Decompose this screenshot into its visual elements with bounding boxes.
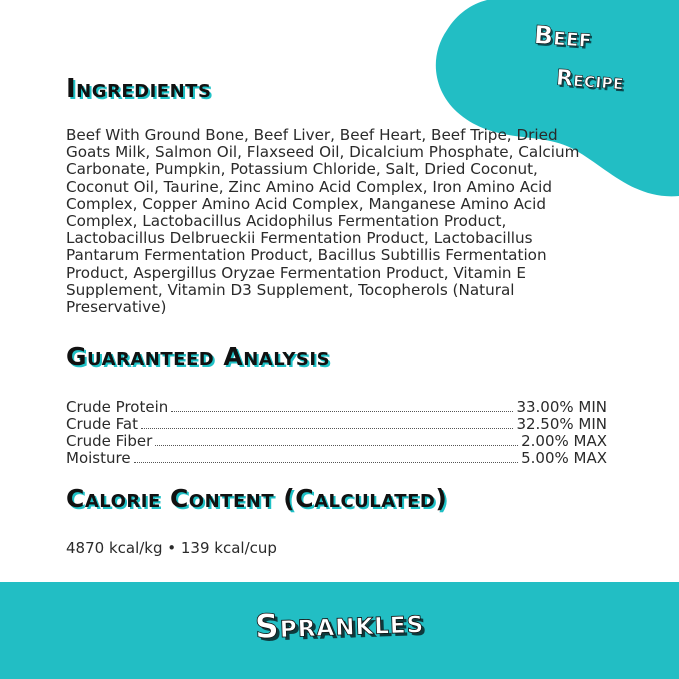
recipe-badge-line2: Recipe bbox=[555, 65, 625, 96]
analysis-table bbox=[66, 399, 607, 467]
dot-leader bbox=[141, 428, 513, 429]
recipe-badge-line1: Beef bbox=[533, 20, 593, 53]
analysis-label: Crude Fiber bbox=[66, 432, 153, 450]
brand-logo: Sprankles bbox=[254, 601, 425, 646]
analysis-value: 32.50% MIN bbox=[516, 415, 607, 433]
analysis-row-fiber bbox=[66, 433, 607, 450]
guaranteed-analysis-heading: Guaranteed Analysis bbox=[66, 342, 331, 371]
analysis-label: Crude Protein bbox=[66, 398, 169, 416]
dot-leader bbox=[134, 462, 519, 463]
analysis-row-fat bbox=[66, 416, 607, 433]
dot-leader bbox=[171, 411, 513, 412]
analysis-value: 2.00% MAX bbox=[521, 432, 607, 450]
dot-leader bbox=[155, 445, 518, 446]
ingredients-heading: Ingredients bbox=[66, 74, 212, 104]
analysis-label: Crude Fat bbox=[66, 415, 138, 433]
ingredients-list: Beef With Ground Bone, Beef Liver, Beef Heart, Beef Tripe, Dried Goats Milk, Salmon Oil, Flaxseed Oil, Dicalcium Phosphate, Calcium Carbonate, Pumpkin, Potassium Chloride, Salt, Dried Coconut, Coconut Oil, Taurine, Zinc Amino Acid Complex, Iron Amino Acid Complex, Copper Amino Acid Complex, Manganese Amino Acid Complex, Lactobacillus Acidophilus Fermentation Product, Lactobacillus Delbrueckii Fermentation Product, Lactobacillus Pantarum Fermentation Product, Bacillus Subtillis Fermentation Product, Aspergillus Oryzae Fermentation Product, Vitamin E Supplement, Vitamin D3 Supplement, Tocopherols (Natural Preservative) bbox=[66, 126, 580, 317]
footer-band bbox=[0, 582, 679, 679]
analysis-value: 5.00% MAX bbox=[521, 449, 607, 467]
analysis-label: Moisture bbox=[66, 449, 131, 467]
analysis-row-protein bbox=[66, 399, 607, 416]
analysis-row-moisture bbox=[66, 450, 607, 467]
calorie-content-heading: Calorie Content (Calculated) bbox=[66, 484, 448, 513]
analysis-value: 33.00% MIN bbox=[516, 398, 607, 416]
calorie-content-value: 4870 kcal/kg • 139 kcal/cup bbox=[66, 539, 277, 557]
